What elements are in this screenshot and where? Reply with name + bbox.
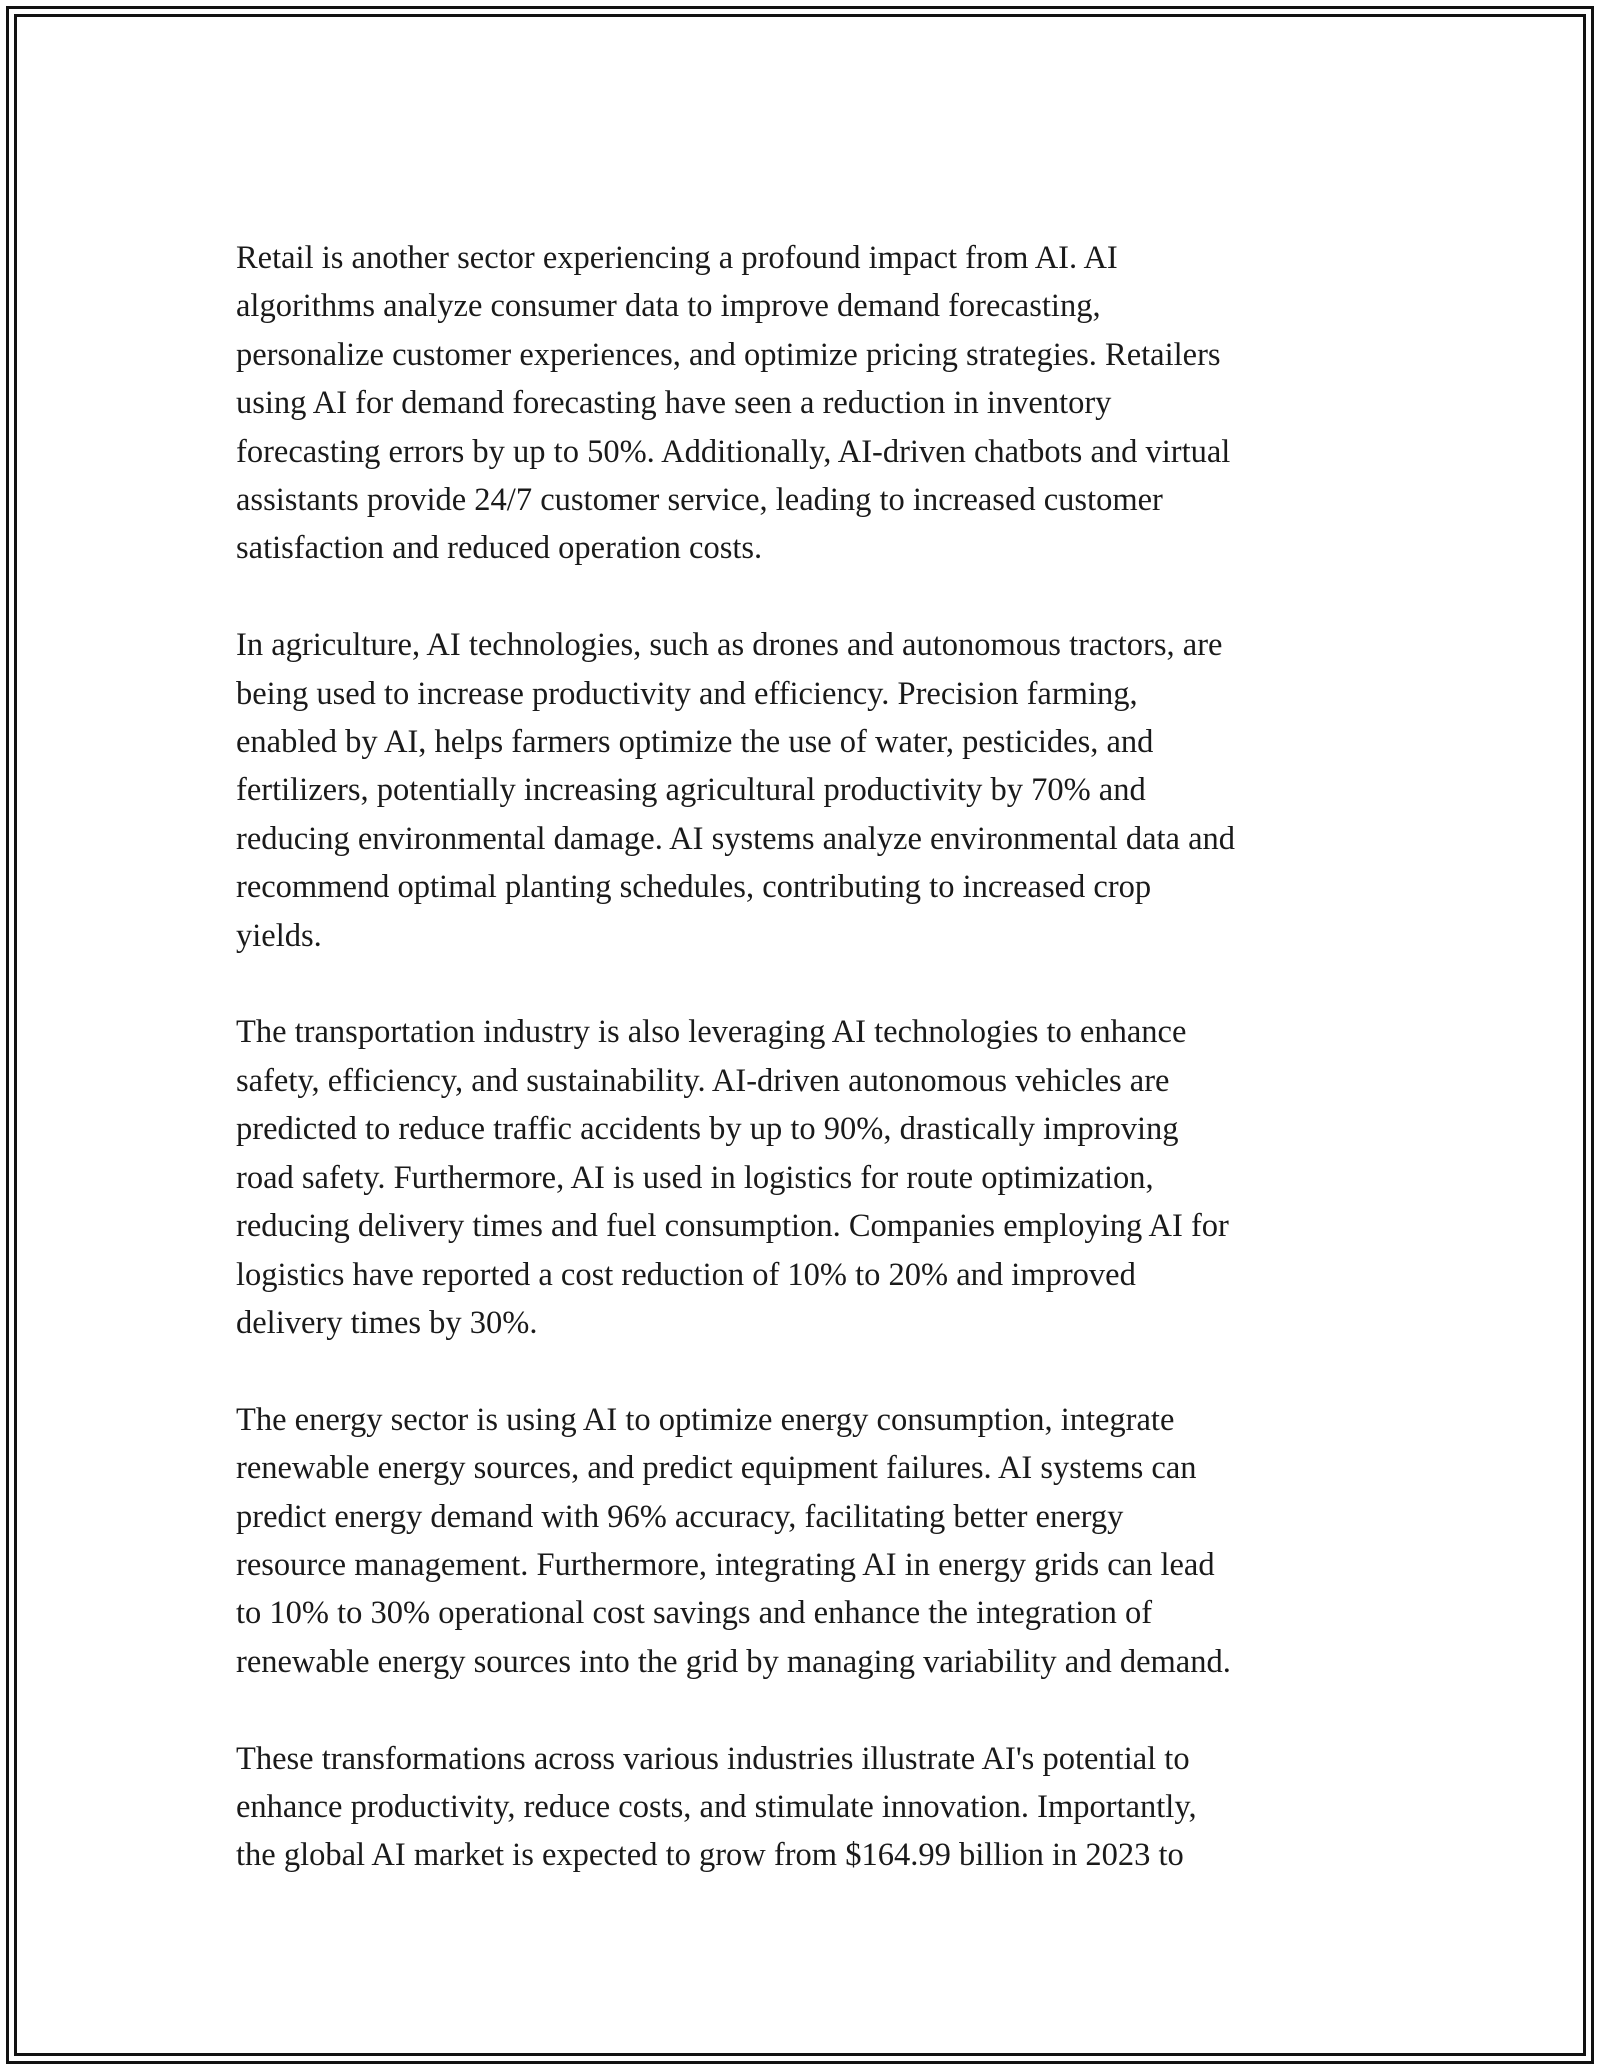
text-line: The energy sector is using AI to optimize energy consumption, integrate	[236, 1401, 1175, 1438]
text-line: algorithms analyze consumer data to improve demand forecasting,	[236, 288, 1101, 325]
text-line: road safety. Furthermore, AI is used in logistics for route optimization,	[236, 1159, 1154, 1196]
text-line: satisfaction and reduced operation costs.	[236, 530, 763, 567]
text-line: delivery times by 30%.	[236, 1304, 538, 1341]
text-line: yields.	[236, 917, 322, 954]
text-line: These transformations across various industries illustrate AI's potential to	[236, 1740, 1190, 1777]
text-line: In agriculture, AI technologies, such as drones and autonomous tractors, are	[236, 627, 1223, 664]
paragraph-energy	[236, 1396, 1386, 1686]
text-line: recommend optimal planting schedules, contributing to increased crop	[236, 869, 1152, 906]
text-line: renewable energy sources, and predict equipment failures. AI systems can	[236, 1450, 1197, 1487]
paragraph-retail	[236, 234, 1386, 573]
text-line: logistics have reported a cost reduction of 10% to 20% and improved	[236, 1256, 1136, 1293]
text-line: predict energy demand with 96% accuracy, facilitating better energy	[236, 1498, 1124, 1535]
text-line: to 10% to 30% operational cost savings and enhance the integration of	[236, 1595, 1153, 1632]
text-line: being used to increase productivity and efficiency. Precision farming,	[236, 675, 1138, 712]
text-line: using AI for demand forecasting have seen a reduction in inventory	[236, 385, 1112, 422]
text-line: enabled by AI, helps farmers optimize the use of water, pesticides, and	[236, 724, 1154, 761]
text-line: the global AI market is expected to grow from $164.99 billion in 2023 to	[236, 1837, 1184, 1874]
text-line: predicted to reduce traffic accidents by up to 90%, drastically improving	[236, 1111, 1179, 1148]
text-line: The transportation industry is also leveraging AI technologies to enhance	[236, 1014, 1187, 1051]
text-line: fertilizers, potentially increasing agricultural productivity by 70% and	[236, 772, 1146, 809]
text-line: forecasting errors by up to 50%. Additionally, AI-driven chatbots and virtual	[236, 433, 1231, 470]
text-line: resource management. Furthermore, integrating AI in energy grids can lead	[236, 1546, 1215, 1583]
text-line: reducing environmental damage. AI systems analyze environmental data and	[236, 820, 1236, 857]
text-line: safety, efficiency, and sustainability. AI-driven autonomous vehicles are	[236, 1062, 1170, 1099]
paragraph-transportation	[236, 1008, 1386, 1347]
paragraph-summary	[236, 1735, 1386, 1880]
document-body	[236, 234, 1386, 1928]
text-line: Retail is another sector experiencing a profound impact from AI. AI	[236, 240, 1118, 276]
text-line: enhance productivity, reduce costs, and stimulate innovation. Importantly,	[236, 1788, 1197, 1825]
text-line: personalize customer experiences, and optimize pricing strategies. Retailers	[236, 336, 1221, 373]
text-line: renewable energy sources into the grid by managing variability and demand.	[236, 1643, 1231, 1680]
text-line: assistants provide 24/7 customer service, leading to increased customer	[236, 482, 1163, 519]
text-line: reducing delivery times and fuel consumption. Companies employing AI for	[236, 1208, 1229, 1245]
paragraph-agriculture	[236, 621, 1386, 960]
